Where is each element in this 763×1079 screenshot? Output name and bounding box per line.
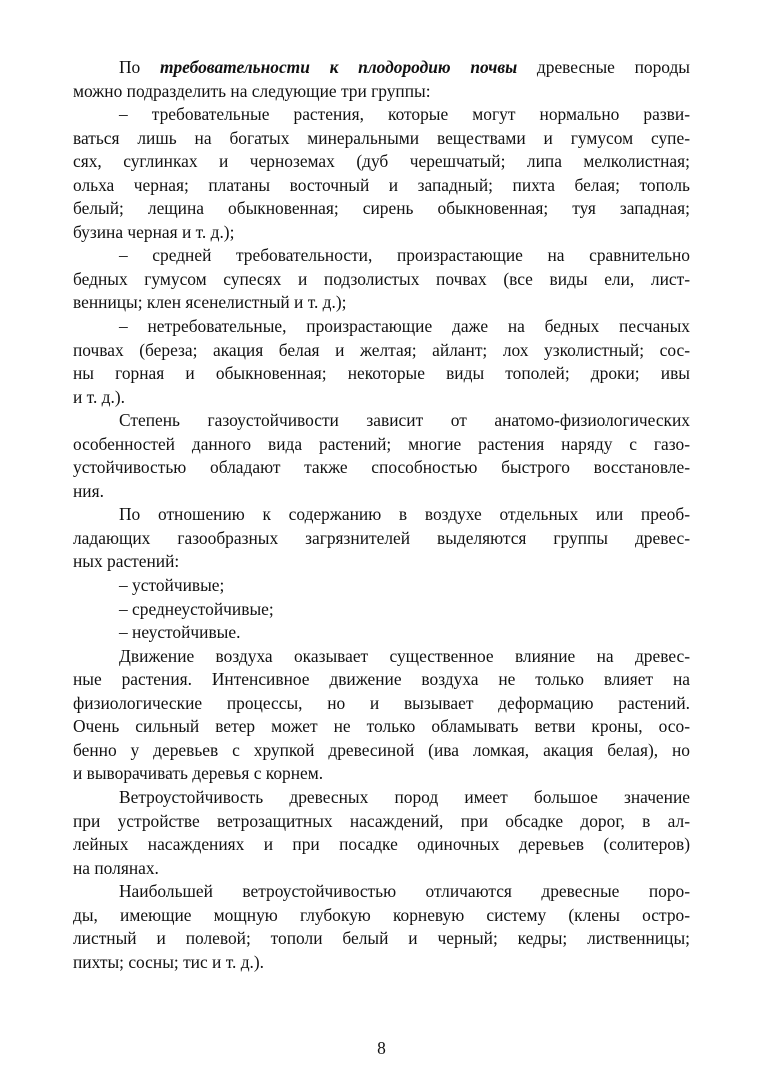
text-line: Степень газоустойчивости зависит от анатомо-физиологических	[119, 410, 690, 431]
text-line: и т. д.).	[73, 386, 125, 407]
paragraph	[73, 786, 690, 880]
list-item-medium-resistant	[73, 598, 690, 622]
text-line: устойчивостью обладают также способностью быстрого восстановле-	[73, 457, 690, 478]
text-line: По отношению к содержанию в воздухе отдельных или преоб-	[119, 504, 690, 525]
text-line: венницы; клен ясенелистный и т. д.);	[73, 292, 347, 313]
emphasized-term: требовательности к плодородию почвы	[159, 57, 518, 77]
text-line: можно подразделить на следующие три группы:	[73, 80, 431, 101]
paragraph	[73, 503, 690, 574]
text-line: ных растений:	[73, 551, 180, 572]
text-line: ные растения. Интенсивное движение воздуха не только влияет на	[73, 669, 690, 690]
list-item-resistant	[73, 574, 690, 598]
text-run: древесные породы	[517, 57, 690, 77]
text-line: Движение воздуха оказывает существенное влияние на древес-	[119, 645, 690, 666]
text-line: – требовательные растения, которые могут нормально разви-	[119, 104, 690, 125]
page-number: 8	[377, 1038, 386, 1058]
text-line: – среднеустойчивые;	[119, 598, 274, 619]
text-line: – нетребовательные, произрастающие даже на бедных песчаных	[119, 316, 690, 337]
text-line: бенно у деревьев с хрупкой древесиной (ива ломкая, акация белая), но	[73, 739, 690, 760]
text-line: при устройстве ветрозащитных насаждений, при обсадке дорог, в ал-	[73, 810, 690, 831]
text-line: почвах (береза; акация белая и желтая; айлант; лох узколистный; сос-	[73, 339, 690, 360]
page-body	[73, 56, 690, 974]
text-line: – средней требовательности, произрастающие на сравнительно	[119, 245, 690, 266]
list-item-demanding	[73, 103, 690, 244]
text-line	[73, 56, 690, 80]
text-line: особенностей данного вида растений; многие растения наряду с газо-	[73, 433, 690, 454]
text-line: ладающих газообразных загрязнителей выделяются группы древес-	[73, 527, 690, 548]
paragraph	[73, 880, 690, 974]
list-item-non-resistant	[73, 621, 690, 645]
text-run: По	[119, 57, 160, 77]
text-line: белый; лещина обыкновенная; сирень обыкновенная; туя западная;	[73, 198, 690, 219]
text-line: бедных гумусом супесях и подзолистых почвах (все виды ели, лист-	[73, 268, 690, 289]
list-item-medium	[73, 244, 690, 315]
paragraph	[73, 56, 690, 103]
text-line: – неустойчивые.	[119, 622, 241, 643]
paragraph	[73, 409, 690, 503]
text-line: ды, имеющие мощную глубокую корневую систему (клены остро-	[73, 904, 690, 925]
text-line: на полянах.	[73, 857, 159, 878]
text-line: ния.	[73, 480, 104, 501]
text-line: лейных насаждениях и при посадке одиночных деревьев (солитеров)	[73, 834, 690, 855]
text-line: пихты; сосны; тис и т. д.).	[73, 951, 265, 972]
list-item-undemanding	[73, 315, 690, 409]
text-line: Наибольшей ветроустойчивостью отличаются древесные поро-	[119, 881, 690, 902]
text-line: ольха черная; платаны восточный и западный; пихта белая; тополь	[73, 174, 690, 195]
paragraph	[73, 645, 690, 786]
text-line: и выворачивать деревья с корнем.	[73, 763, 324, 784]
text-line: – устойчивые;	[119, 575, 225, 596]
text-line: ваться лишь на богатых минеральными веществами и гумусом супе-	[73, 127, 690, 148]
text-line: ны горная и обыкновенная; некоторые виды тополей; дроки; ивы	[73, 363, 690, 384]
text-line: сях, суглинках и черноземах (дуб черешчатый; липа мелколистная;	[73, 151, 690, 172]
text-line: Ветроустойчивость древесных пород имеет большое значение	[119, 786, 690, 807]
text-line: листный и полевой; тополи белый и черный; кедры; лиственницы;	[73, 928, 690, 949]
text-line: физиологические процессы, но и вызывает деформацию растений.	[73, 692, 690, 713]
text-line: Очень сильный ветер может не только обламывать ветви кроны, осо-	[73, 716, 690, 737]
text-line: бузина черная и т. д.);	[73, 221, 235, 242]
